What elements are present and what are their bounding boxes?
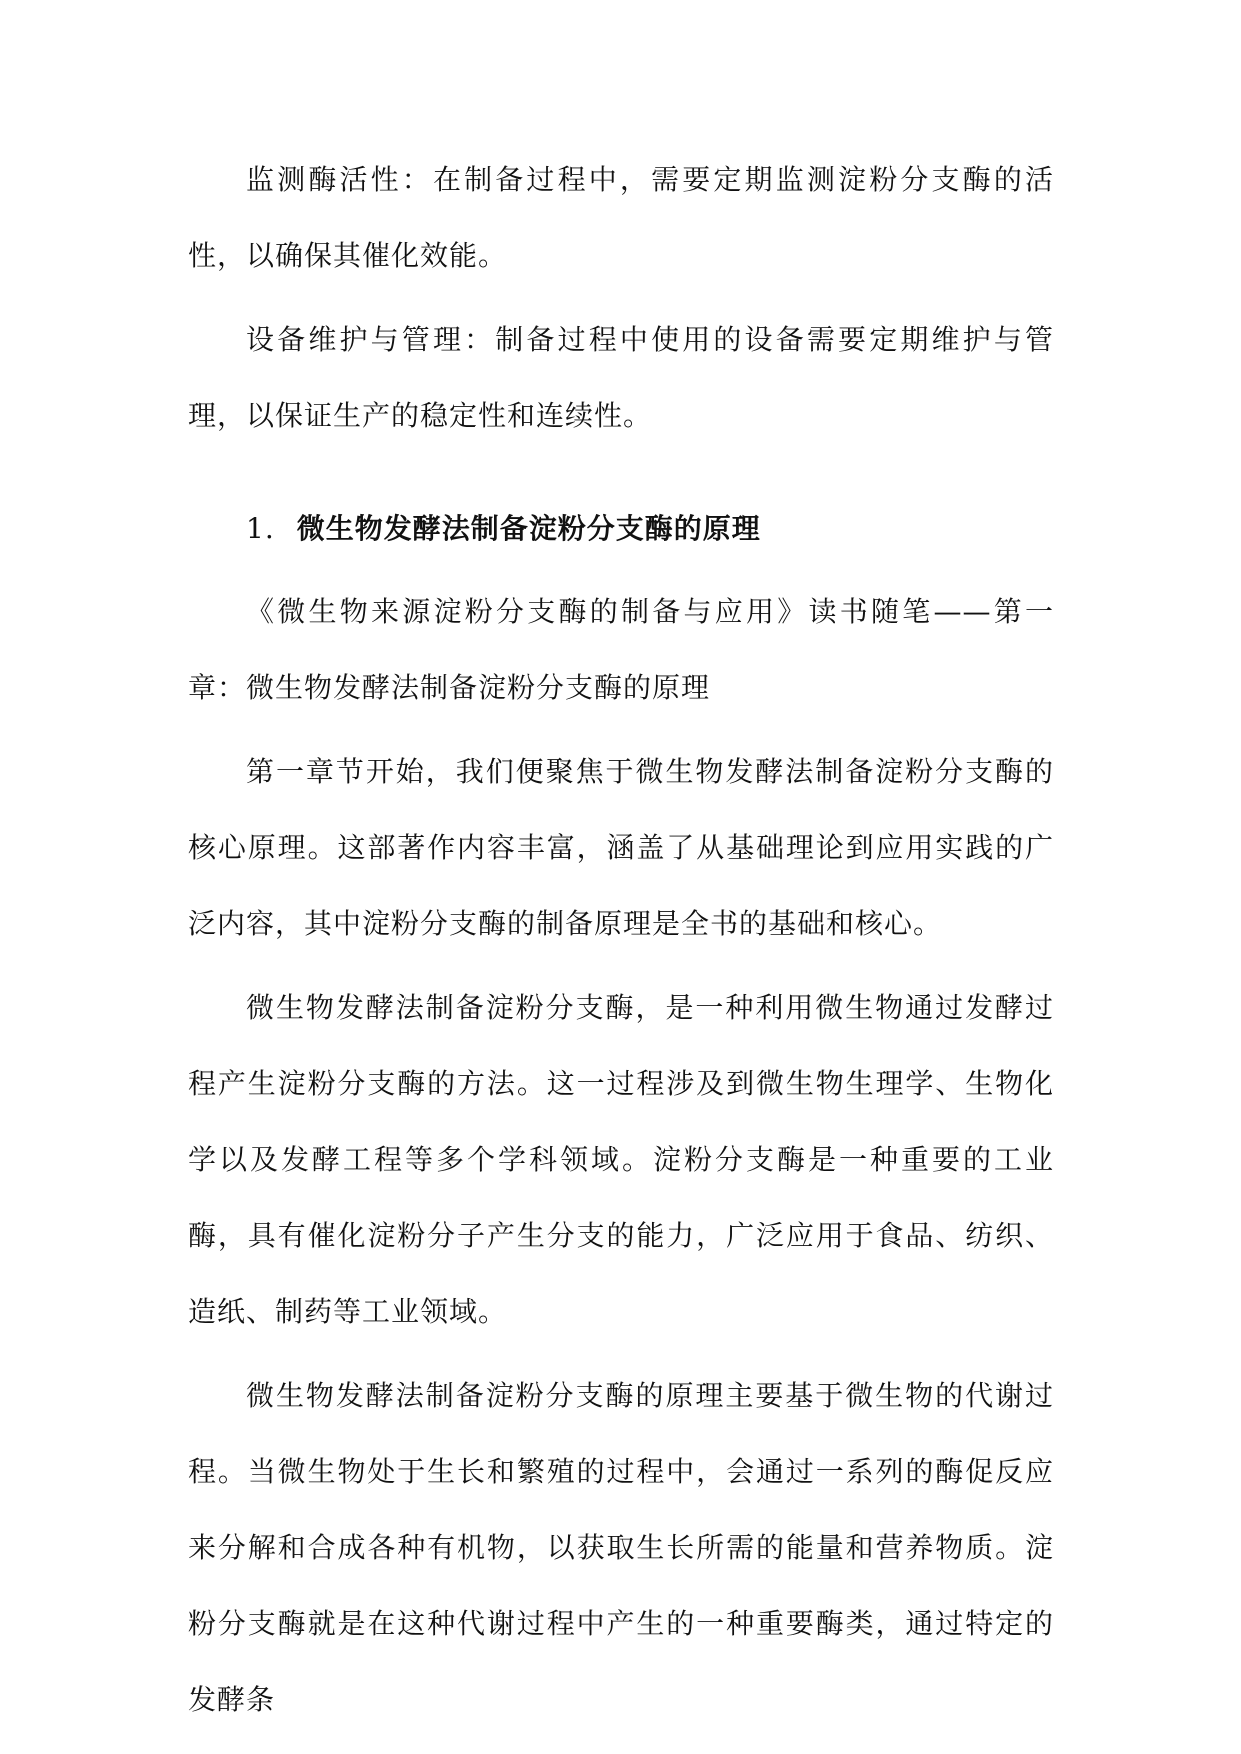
paragraph-fermentation-method: 微生物发酵法制备淀粉分支酶，是一种利用微生物通过发酵过程产生淀粉分支酶的方法。这一过程涉及到微生物生理学、生物化学以及发酵工程等多个学科领域。淀粉分支酶是一种重要的工业酶，具有催化淀粉分子产生分支的能力，广泛应用于食品、纺织、造纸、制药等工业领域。 xyxy=(188,991,1054,1328)
document-body xyxy=(188,142,1054,1738)
paragraph-monitor-enzyme-activity: 监测酶活性：在制备过程中，需要定期监测淀粉分支酶的活性，以确保其催化效能。 xyxy=(188,163,1054,272)
paragraph-principle: 微生物发酵法制备淀粉分支酶的原理主要基于微生物的代谢过程。当微生物处于生长和繁殖的过程中，会通过一系列的酶促反应来分解和合成各种有机物，以获取生长所需的能量和营养物质。淀粉分支酶就是在这种代谢过程中产生的一种重要酶类，通过特定的发酵条 xyxy=(188,1379,1054,1716)
paragraph-book-note-title: 《微生物来源淀粉分支酶的制备与应用》读书随笔——第一章：微生物发酵法制备淀粉分支酶的原理 xyxy=(188,595,1054,704)
section-title: 微生物发酵法制备淀粉分支酶的原理 xyxy=(296,512,761,545)
section-number: 1. xyxy=(246,512,275,545)
paragraph-equipment-maintenance: 设备维护与管理：制备过程中使用的设备需要定期维护与管理，以保证生产的稳定性和连续性。 xyxy=(188,323,1054,432)
section-heading xyxy=(188,504,1054,554)
paragraph-chapter-intro: 第一章节开始，我们便聚焦于微生物发酵法制备淀粉分支酶的核心原理。这部著作内容丰富，涵盖了从基础理论到应用实践的广泛内容，其中淀粉分支酶的制备原理是全书的基础和核心。 xyxy=(188,755,1054,940)
